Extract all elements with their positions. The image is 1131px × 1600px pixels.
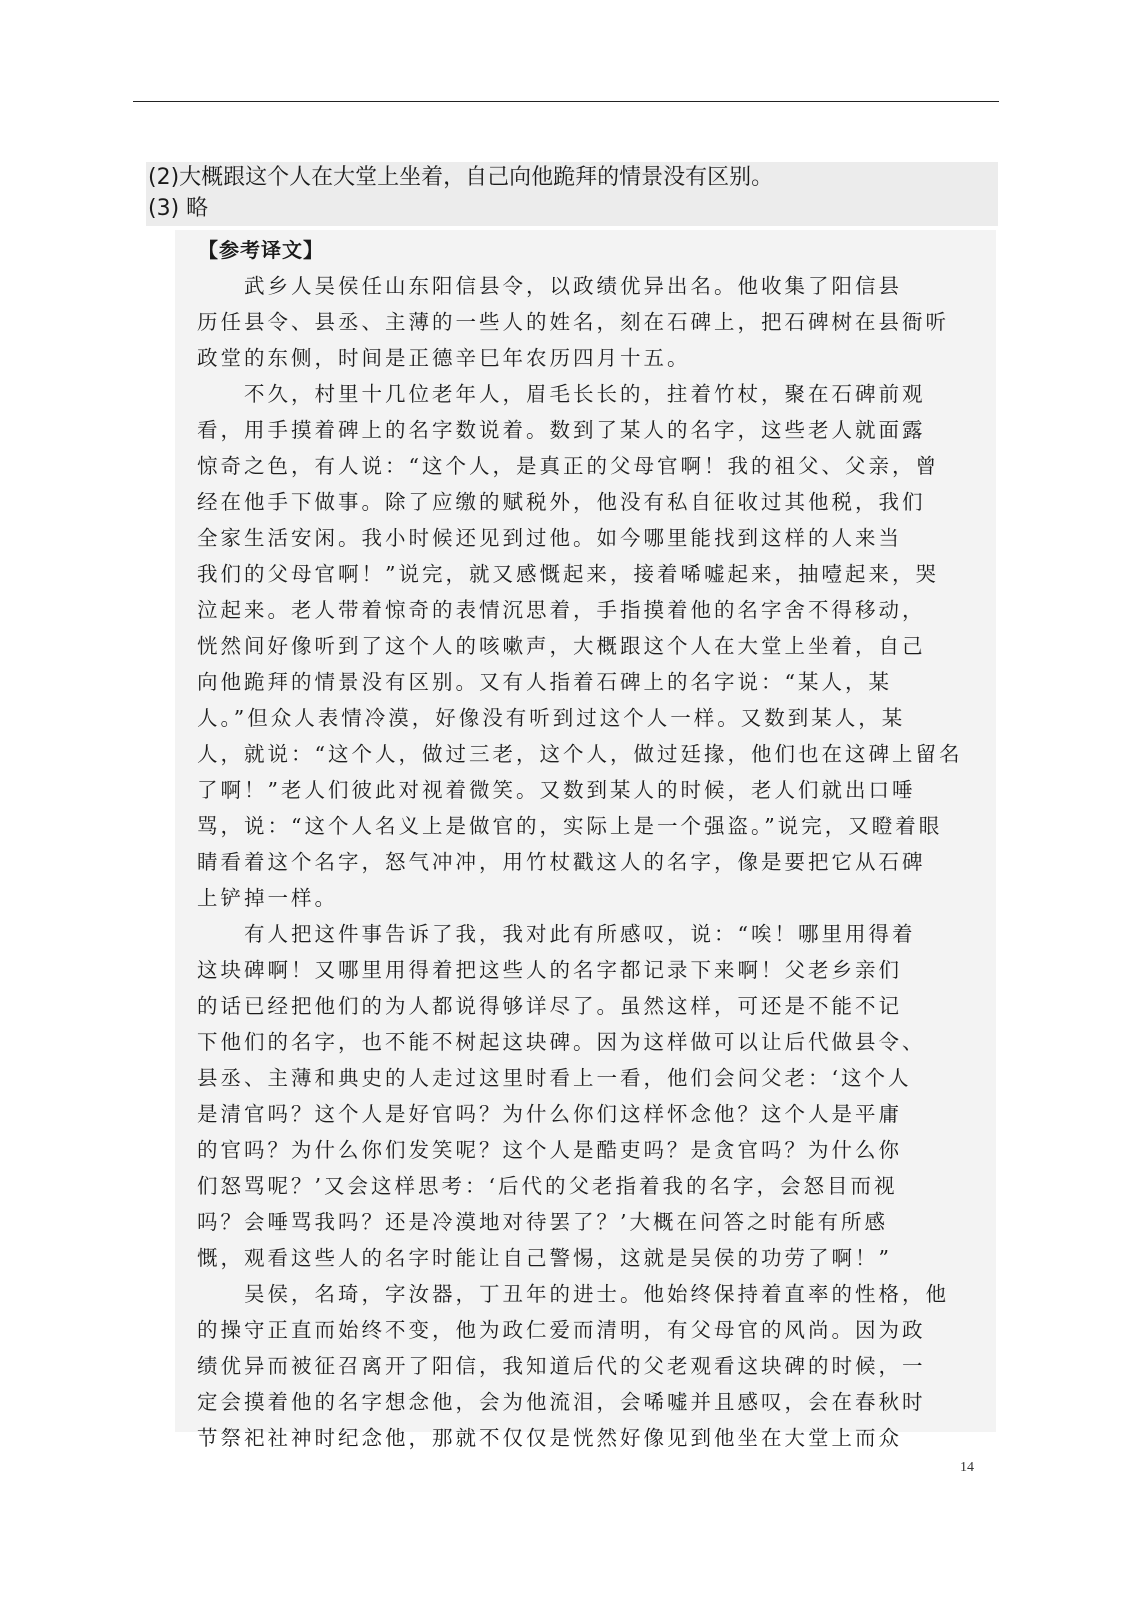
translation-line: 节祭祀社神时纪念他，那就不仅仅是恍然好像见到他坐在大堂上而众 xyxy=(197,1426,902,1450)
translation-line: 睛看着这个名字，怒气冲冲，用竹杖戳这人的名字，像是要把它从石碑 xyxy=(197,850,926,874)
header-rule xyxy=(133,101,999,102)
translation-line: 向他跪拜的情景没有区别。又有人指着石碑上的名字说：“某人，某 xyxy=(197,670,892,694)
translation-line: 是清官吗？这个人是好官吗？为什么你们这样怀念他？这个人是平庸 xyxy=(197,1102,902,1126)
translation-line: 骂，说：“这个人名义上是做官的，实际上是一个强盗。”说完，又瞪着眼 xyxy=(197,814,943,838)
translation-line: 我们的父母官啊！”说完，就又感慨起来，接着唏嘘起来，抽噎起来，哭 xyxy=(197,562,939,586)
translation-line: 武乡人吴侯任山东阳信县令，以政绩优异出名。他收集了阳信县 xyxy=(197,274,902,298)
translation-line: 惊奇之色，有人说：“这个人，是真正的父母官啊！我的祖父、父亲，曾 xyxy=(197,454,939,478)
translation-line: 全家生活安闲。我小时候还见到过他。如今哪里能找到这样的人来当 xyxy=(197,526,902,550)
answers-block xyxy=(146,162,998,226)
translation-line: 了啊！”老人们彼此对视着微笑。又数到某人的时候，老人们就出口唾 xyxy=(197,778,916,802)
translation-line: 看，用手摸着碑上的名字数说着。数到了某人的名字，这些老人就面露 xyxy=(197,418,926,442)
translation-line: 政堂的东侧，时间是正德辛巳年农历四月十五。 xyxy=(197,346,691,370)
translation-line: 有人把这件事告诉了我，我对此有所感叹，说：“唉！哪里用得着 xyxy=(197,922,916,946)
translation-line: 绩优异而被征召离开了阳信，我知道后代的父老观看这块碑的时候，一 xyxy=(197,1354,926,1378)
translation-line: 吴侯，名琦，字汝器，丁丑年的进士。他始终保持着直率的性格，他 xyxy=(197,1282,949,1306)
translation-line: 恍然间好像听到了这个人的咳嗽声，大概跟这个人在大堂上坐着，自己 xyxy=(197,634,926,658)
translation-line: 县丞、主薄和典史的人走过这里时看上一看，他们会问父老：‘这个人 xyxy=(197,1066,912,1090)
translation-line: 定会摸着他的名字想念他，会为他流泪，会唏嘘并且感叹，会在春秋时 xyxy=(197,1390,926,1414)
translation-line: 的话已经把他们的为人都说得够详尽了。虽然这样，可还是不能不记 xyxy=(197,994,902,1018)
translation-line: 慨，观看这些人的名字时能让自己警惕，这就是吴侯的功劳了啊！” xyxy=(197,1246,892,1270)
translation-line: 历任县令、县丞、主薄的一些人的姓名，刻在石碑上，把石碑树在县衙听 xyxy=(197,310,949,334)
translation-line: 人。”但众人表情冷漠，好像没有听到过这个人一样。又数到某人，某 xyxy=(197,706,906,730)
translation-line: 不久，村里十几位老年人，眉毛长长的，拄着竹杖，聚在石碑前观 xyxy=(197,382,926,406)
translation-line: 吗？会唾骂我吗？还是冷漠地对待罢了？’大概在问答之时能有所感 xyxy=(197,1210,889,1234)
translation-line: 的官吗？为什么你们发笑呢？这个人是酷吏吗？是贪官吗？为什么你 xyxy=(197,1138,902,1162)
translation-line: 这块碑啊！又哪里用得着把这些人的名字都记录下来啊！父老乡亲们 xyxy=(197,958,902,982)
translation-line: 的操守正直而始终不变，他为政仁爱而清明，有父母官的风尚。因为政 xyxy=(197,1318,926,1342)
translation-line: 们怒骂呢？’又会这样思考：‘后代的父老指着我的名字，会怒目而视 xyxy=(197,1174,898,1198)
translation-line: 经在他手下做事。除了应缴的赋税外，他没有私自征收过其他税，我们 xyxy=(197,490,926,514)
answer-2: (2)大概跟这个人在大堂上坐着，自己向他跪拜的情景没有区别。 xyxy=(148,165,774,190)
translation-line: 泣起来。老人带着惊奇的表情沉思着，手指摸着他的名字舍不得移动， xyxy=(197,598,926,622)
translation-line: 人，就说：“这个人，做过三老，这个人，做过廷掾，他们也在这碑上留名 xyxy=(197,742,963,766)
translation-line: 上铲掉一样。 xyxy=(197,886,338,910)
translation-heading: 【参考译文】 xyxy=(198,238,324,262)
answer-3: (3) 略 xyxy=(148,196,209,221)
translation-line: 下他们的名字，也不能不树起这块碑。因为这样做可以让后代做县令、 xyxy=(197,1030,926,1054)
page-number: 14 xyxy=(960,1460,974,1475)
